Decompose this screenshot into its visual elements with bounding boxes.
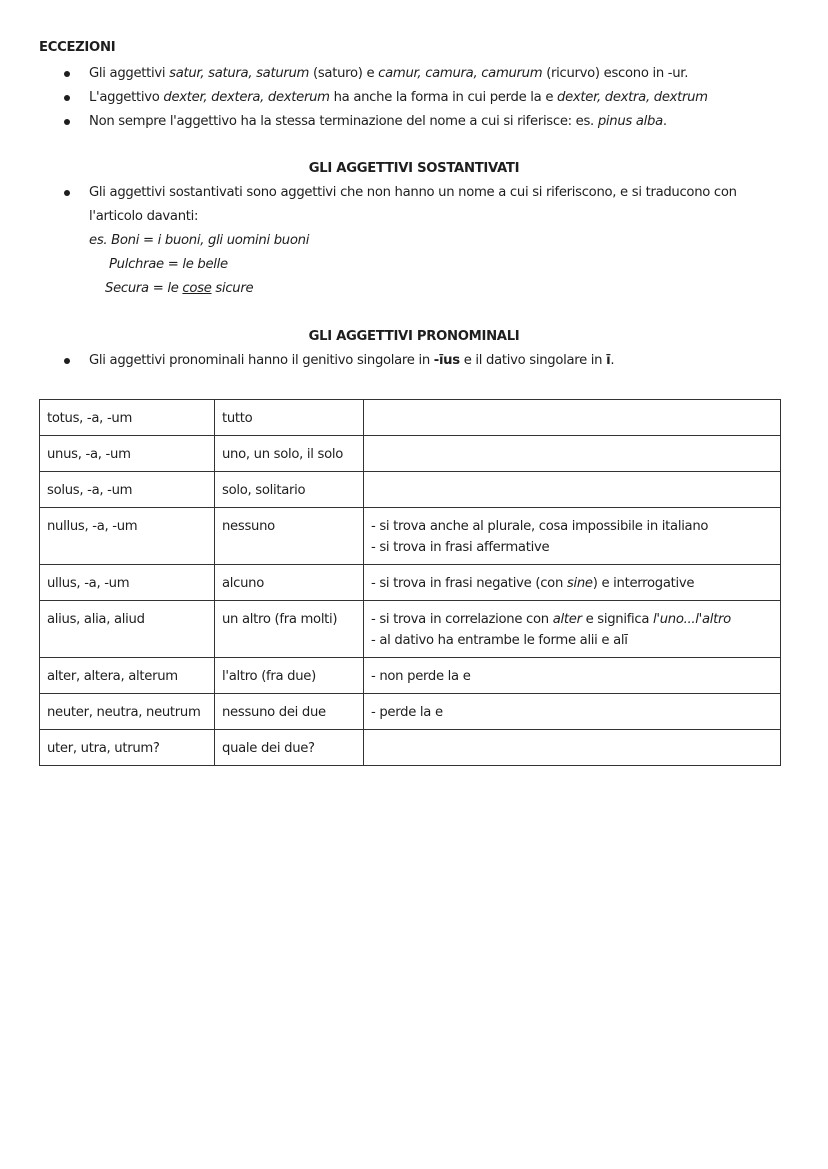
- text-segment: - non perde la e: [371, 669, 471, 684]
- text-segment: - al dativo ha entrambe le forme alii e alī: [371, 633, 628, 648]
- bold-text: -īus: [433, 353, 460, 368]
- table-row: [40, 400, 781, 436]
- table-row: [40, 436, 781, 472]
- table-row: [40, 565, 781, 601]
- text-segment: e significa: [581, 612, 654, 627]
- meaning-cell: quale dei due?: [215, 730, 364, 766]
- heading-pronominali: GLI AGGETTIVI PRONOMINALI: [308, 329, 520, 344]
- table-row: [40, 730, 781, 766]
- text-segment: Non sempre l'aggettivo ha la stessa terminazione del nome a cui si riferisce: es.: [89, 114, 598, 129]
- italic-text: l'uno...l'altro: [653, 612, 731, 627]
- meaning-cell: un altro (fra molti): [215, 601, 364, 658]
- eccezioni-bullet-3: [89, 114, 667, 129]
- notes-cell: [364, 730, 781, 766]
- notes-cell: [364, 436, 781, 472]
- pronominali-text: [89, 353, 614, 368]
- italic-text: Pulchrae = le belle: [109, 257, 228, 272]
- table-row: [40, 472, 781, 508]
- heading-eccezioni: ECCEZIONI: [39, 40, 116, 55]
- notes-cell: [364, 658, 781, 694]
- bullet-icon: [64, 358, 70, 364]
- meaning-cell: tutto: [215, 400, 364, 436]
- note-line: [371, 516, 773, 537]
- note-line: [371, 573, 773, 594]
- sostantivati-text-1: [89, 185, 737, 200]
- italic-text: alter: [552, 612, 582, 627]
- text-segment: - si trova in correlazione con: [371, 612, 553, 627]
- italic-text: dexter, dextra, dextrum: [557, 90, 708, 105]
- table-row: [40, 658, 781, 694]
- heading-sostantivati: GLI AGGETTIVI SOSTANTIVATI: [308, 161, 520, 176]
- bold-text: ī: [606, 353, 611, 368]
- note-line: [371, 609, 773, 630]
- text-segment: .: [662, 114, 667, 129]
- note-line: [371, 666, 773, 687]
- latin-form-cell: neuter, neutra, neutrum: [40, 694, 215, 730]
- meaning-cell: solo, solitario: [215, 472, 364, 508]
- sostantivati-text-2: [89, 209, 198, 224]
- notes-cell: [364, 601, 781, 658]
- italic-text: pinus alba: [597, 114, 663, 129]
- bullet-icon: [64, 71, 70, 77]
- text-segment: - perde la e: [371, 705, 443, 720]
- italic-text: es. Boni = i buoni, gli uomini buoni: [89, 233, 310, 248]
- notes-cell: [364, 472, 781, 508]
- table-row: [40, 694, 781, 730]
- text-segment: ) e interrogative: [592, 576, 695, 591]
- italic-text: Secura = le: [105, 281, 183, 296]
- text-segment: l'articolo davanti:: [89, 209, 199, 224]
- latin-form-cell: ullus, -a, -um: [40, 565, 215, 601]
- pronominal-adjectives-table: [39, 399, 781, 766]
- notes-cell: [364, 508, 781, 565]
- meaning-cell: nessuno: [215, 508, 364, 565]
- latin-form-cell: solus, -a, -um: [40, 472, 215, 508]
- sostantivati-example-1: [89, 233, 309, 248]
- bullet-icon: [64, 119, 70, 125]
- text-segment: - si trova anche al plurale, cosa impossibile in italiano: [371, 519, 709, 534]
- notes-cell: [364, 694, 781, 730]
- text-segment: - si trova in frasi affermative: [371, 540, 550, 555]
- italic-text: satur, satura, saturum: [169, 66, 310, 81]
- text-segment: L'aggettivo: [89, 90, 164, 105]
- latin-form-cell: totus, -a, -um: [40, 400, 215, 436]
- text-segment: (ricurvo) escono in -ur.: [542, 66, 689, 81]
- text-segment: Gli aggettivi pronominali hanno il genitivo singolare in: [89, 353, 434, 368]
- text-segment: Gli aggettivi: [89, 66, 170, 81]
- text-segment: .: [610, 353, 615, 368]
- note-line: [371, 630, 773, 651]
- italic-text: cose: [182, 281, 212, 296]
- latin-form-cell: alter, altera, alterum: [40, 658, 215, 694]
- italic-text: camur, camura, camurum: [378, 66, 543, 81]
- sostantivati-example-2: [109, 257, 228, 272]
- eccezioni-bullet-1: [89, 66, 688, 81]
- text-segment: (saturo) e: [309, 66, 379, 81]
- text-segment: e il dativo singolare in: [459, 353, 607, 368]
- note-line: [371, 702, 773, 723]
- text-segment: - si trova in frasi negative (con: [371, 576, 567, 591]
- sostantivati-example-3: [105, 281, 253, 296]
- meaning-cell: nessuno dei due: [215, 694, 364, 730]
- italic-text: sine: [566, 576, 593, 591]
- latin-form-cell: unus, -a, -um: [40, 436, 215, 472]
- bullet-icon: [64, 190, 70, 196]
- notes-cell: [364, 400, 781, 436]
- latin-form-cell: alius, alia, aliud: [40, 601, 215, 658]
- meaning-cell: l'altro (fra due): [215, 658, 364, 694]
- note-line: [371, 537, 773, 558]
- text-segment: ha anche la forma in cui perde la e: [329, 90, 558, 105]
- text-segment: Gli aggettivi sostantivati sono aggettivi che non hanno un nome a cui si riferiscono, e si traducono con: [89, 185, 737, 200]
- meaning-cell: alcuno: [215, 565, 364, 601]
- table-row: [40, 601, 781, 658]
- notes-cell: [364, 565, 781, 601]
- table-row: [40, 508, 781, 565]
- italic-text: dexter, dextera, dexterum: [163, 90, 330, 105]
- bullet-icon: [64, 95, 70, 101]
- eccezioni-bullet-2: [89, 90, 708, 105]
- latin-form-cell: uter, utra, utrum?: [40, 730, 215, 766]
- meaning-cell: uno, un solo, il solo: [215, 436, 364, 472]
- italic-text: sicure: [211, 281, 254, 296]
- latin-form-cell: nullus, -a, -um: [40, 508, 215, 565]
